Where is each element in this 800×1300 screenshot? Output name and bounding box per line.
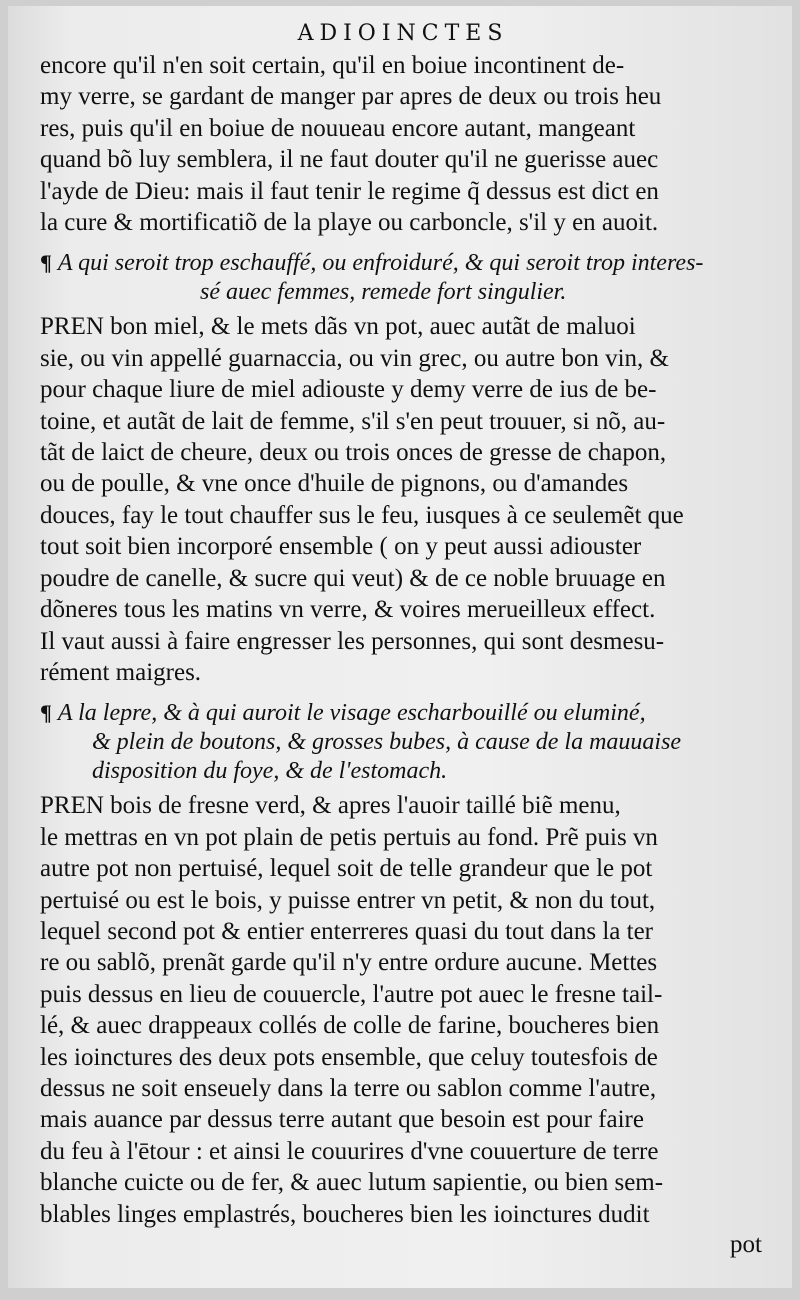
running-head: ADIOINCTES [297, 21, 509, 46]
catchword: pot [730, 1231, 762, 1258]
text-line: my verre, se gardant de manger par apres de deux ou trois heu [40, 83, 662, 111]
text-line: du feu à l'ētour : et ainsi le couurires d'vne couuerture de terre [40, 1137, 659, 1165]
text-line: la cure & mortificatiõ de la playe ou carboncle, s'il y en auoit. [40, 209, 659, 237]
text-line: encore qu'il n'en soit certain, qu'il en boiue incontinent de- [40, 52, 625, 79]
text-line: blanche cuicte ou de fer, & auec lutum sapientie, ou bien sem- [40, 1169, 664, 1197]
text-line: dõneres tous les matins vn verre, & voires merueilleux effect. [40, 596, 656, 624]
text-line: puis dessus en lieu de couuercle, l'autre pot auec le fresne tail- [40, 980, 663, 1008]
text-line: mais auance par dessus terre autant que besoin est pour faire [40, 1106, 644, 1134]
text-line: dessus ne soit enseuely dans la terre ou sablon comme l'autre, [40, 1074, 657, 1102]
text-line: douces, fay le tout chauffer sus le feu, iusques à ce seulemẽt que [40, 501, 684, 529]
text-line: re ou sablõ, prenãt garde qu'il n'y entre ordure aucune. Mettes [40, 949, 658, 977]
section-heading-2 [40, 698, 766, 786]
text-line: quand bõ luy semblera, il ne faut douter qu'il ne guerisse auec [40, 146, 659, 174]
text-line: autre pot non pertuisé, lequel soit de telle grandeur que le pot [40, 855, 653, 883]
text-line: poudre de canelle, & sucre qui veut) & de ce noble bruuage en [40, 564, 666, 592]
text-line: PREN bois de fresne verd, & apres l'auoir taillé biẽ menu, [40, 792, 621, 820]
pilcrow-mark: ¶ [40, 700, 52, 726]
text-line: Il vaut aussi à faire engresser les personnes, qui sont desmesu- [40, 627, 665, 655]
text-line: blables linges emplastrés, boucheres bien les ioinctures dudit [40, 1200, 650, 1228]
text-line: l'ayde de Dieu: mais il faut tenir le regime q̃ dessus est dict en [40, 177, 659, 205]
text-line: PREN bon miel, & le mets dãs vn pot, auec autãt de maluoi [40, 313, 636, 341]
text-line: rément maigres. [40, 658, 202, 686]
text-line: res, puis qu'il en boiue de nouueau encore autant, mangeant [40, 114, 636, 142]
heading-line: disposition du foye, & de l'estomach. [92, 758, 448, 785]
heading-line: & plein de boutons, & grosses bubes, à cause de la mauuaise [92, 729, 682, 756]
section-heading-1 [40, 248, 766, 307]
book-page [8, 6, 792, 1288]
text-line: pertuisé ou est le bois, y puisse entrer vn petit, & non du tout, [40, 886, 656, 914]
text-line: pour chaque liure de miel adiouste y demy verre de ius de be- [40, 376, 657, 404]
heading-text: A la lepre, & à qui auroit le visage escharbouillé ou eluminé, [57, 700, 646, 727]
text-line: ou de poulle, & vne once d'huile de pignons, ou d'amandes [40, 470, 629, 498]
text-line: sie, ou vin appellé guarnaccia, ou vin grec, ou autre bon vin, & [40, 344, 669, 372]
paragraph-1 [40, 50, 766, 238]
heading-line [40, 698, 766, 728]
heading-line [40, 248, 766, 278]
text-line: tãt de laict de cheure, deux ou trois onces de gresse de chapon, [40, 439, 667, 467]
heading-line: sé auec femmes, remede fort singulier. [200, 279, 567, 306]
pilcrow-mark: ¶ [40, 250, 52, 276]
text-line: lequel second pot & entier enterreres quasi du tout dans la ter [40, 917, 653, 945]
text-line: tout soit bien incorporé ensemble ( on y peut aussi adiouster [40, 533, 642, 561]
text-line: lé, & auec drappeaux collés de colle de farine, boucheres bien [40, 1012, 660, 1040]
text-line: le mettras en vn pot plain de petis pertuis au fond. Prẽ puis vn [40, 823, 658, 851]
text-line: toine, et autãt de lait de femme, s'il s'en peut trouuer, si nõ, au- [40, 407, 666, 435]
text-line: les ioinctures des deux pots ensemble, que celuy toutesfois de [40, 1043, 658, 1071]
paragraph-2 [40, 311, 766, 688]
heading-text: A qui seroit trop eschauffé, ou enfroiduré, & qui seroit trop interes- [57, 250, 704, 277]
paragraph-3 [40, 790, 766, 1230]
